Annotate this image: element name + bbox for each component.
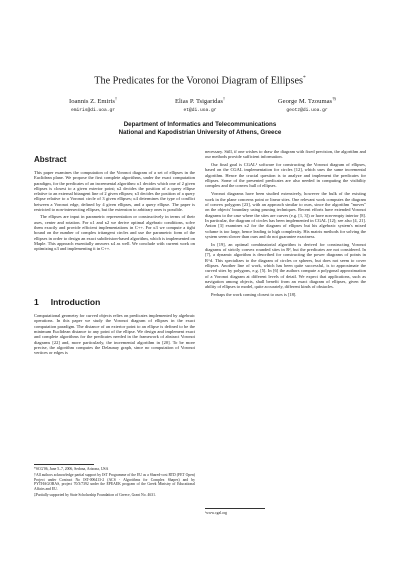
paper-title	[0, 72, 400, 87]
introduction-body	[34, 313, 195, 356]
section-title: Introduction	[50, 297, 101, 307]
affiliation	[0, 121, 400, 137]
body-paragraph: necessary. Still, if one wishes to draw the diagram with fixed precision, the algorithm and our methods provide sufficient information.	[205, 149, 366, 160]
author-name	[40, 95, 146, 106]
author-name	[147, 95, 253, 106]
author-list	[40, 95, 360, 114]
section-number: 1	[34, 297, 39, 307]
body-paragraph: Computational geometry for curved objects relies on predicates implemented by algebraic operations. In this paper we study the Voronoi diagram of ellipses in the exact computation paradigm. The distance of an exterior point to an ellipse is defined to be the minimum Euclidean distance to any point of the ellipse. We design and implement exact and complete algorithms for the predicates needed in the framework of abstract Voronoi diagrams [22] and, more particularly, the incremental algorithm in [20]. To be more precise, the algorithm computes the Delaunay graph, since no computation of Voronoi vertices or edges is	[34, 313, 195, 356]
section-heading-introduction	[34, 297, 100, 307]
body-paragraph: Our final goal is CGAL¹ software for constructing the Voronoi diagram of ellipses, based on the CGAL implementation for circles [12], which uses the same incremental algorithm. Hence the crucial question is to analyze and implement the predicates for ellipses. Some of the presented predicates are also needed in computing the visibility complex and the convex hull of ellipses.	[205, 162, 366, 189]
footnote-rule	[34, 464, 94, 465]
author-email: emiris@di.uoa.gr	[70, 108, 116, 114]
footnotes-left	[34, 467, 195, 499]
author-name-text: Ioannis Z. Emiris	[69, 98, 115, 106]
author-block	[254, 95, 360, 114]
abstract-body	[34, 170, 195, 253]
footnote: *SCG'06, June 5–7, 2006, Sedona, Arizona, USA	[34, 467, 109, 471]
author-mark: †§	[332, 96, 337, 101]
title-footnote-mark: *	[302, 75, 306, 81]
author-email: geotz@di.uoa.gr	[286, 108, 328, 114]
author-block	[147, 95, 253, 114]
footnote: †All authors acknowledge partial support by IST Programme of the EU as a Shared-cost RTD (FET Open) Project under Contract No IST-006413-2 (ACS - Algorithms for Complex Shapes) and by PYTHAGORAS, project 70/3/7392 under the EPEAEK program of the Greek Ministry of Educational Affairs and EU.	[34, 473, 195, 491]
author-mark: †	[114, 96, 117, 101]
affiliation-university: National and Kapodistrian University of Athens, Greece	[118, 129, 282, 136]
right-column	[205, 149, 366, 300]
author-name-text: George M. Tzoumas	[277, 98, 333, 106]
author-block	[40, 95, 146, 114]
author-email: et@di.uoa.gr	[183, 108, 217, 114]
paper-title-text: The Predicates for the Voronoi Diagram of Ellipses	[94, 75, 303, 87]
affiliation-department: Department of Informatics and Telecommunications	[123, 121, 277, 128]
abstract-paragraph: The ellipses are input in parametric representation or constructively in terms of their axes, center and rotation. For κ1 and κ2 we derive optimal algebraic conditions, solve them exactly and provide efficient implementations in C++. For κ3 we compute a tight bound on the number of complex tritangent circles and use the parametric form of the ellipses in order to design an exact subdivision-based algorithm, which is implemented on Maple. This approach essentially answers κ4 as well. We conclude with current work on optimizing κ3 and implementing it in C++.	[34, 214, 195, 252]
author-name	[254, 95, 360, 106]
footnote-rule	[205, 508, 265, 509]
footnote: ‡Partially supported by State Scholarship Foundation of Greece, Grant No. 4631.	[34, 492, 156, 497]
body-paragraph: In [19], an optimal combinatorial algorithm is derived for constructing Voronoi diagrams of strictly convex rounded sites in R², but the predicates are not considered. In [7], a dynamic algorithm is described for constructing the power diagrams of points in R^d. This specializes to the diagram of circles or spheres, but does not seem to cover ellipses. Another line of work, which has been quite successful, is to approximate the curved sites by polygons, e.g. [5]. In [6] the authors compute a polygonal approximation of a Voronoi diagram at different levels of detail. We expect that applications, such as navigation among objects, shall benefit from an exact diagram of ellipses, given the ability of ellipses to model, quite accurately, different kinds of obstacles.	[205, 241, 366, 290]
abstract-paragraph: This paper examines the computation of the Voronoi diagram of a set of ellipses in the Euclidean plane. We propose the first complete algorithms, under the exact computation paradigm, for the predicates of an incremental algorithm: κ1 decides which one of 2 given ellipses is closest to a given exterior point; κ2 decides the position of a query ellipse relative to an external bitangent line of 2 given ellipses; κ3 decides the position of a query ellipse relative to a Voronoi circle of 3 given ellipses; κ4 determines the type of conflict between a Voronoi edge, defined by 4 given ellipses, and a query ellipse. The paper is restricted to non-intersecting ellipses, but the extension to arbitrary ones is possible.	[34, 170, 195, 213]
footnote-cgal: ¹www.cgal.org	[205, 511, 228, 515]
body-paragraph: Voronoi diagrams have been studied extensively, however the bulk of the existing work in the plane concerns point or linear sites. One relevant work computes the diagram of convex polygons [23], with an approach similar to ours, since the algorithm "moves" on the objects' boundary using pruning techniques. Recent efforts have extended Voronoi diagrams to the case where the sites are curves (e.g. [1, 3]) or have non-empty interior [8]. In particular, the diagram of circles has been implemented in CGAL [12]; see also [4, 21]. Anton [3] examines κ2 for the diagram of ellipses but his algebraic system's mixed volume is too large, hence leading to high complexity. His matrix methods for solving the system seem slower than ours and do not guarantee exactness.	[205, 191, 366, 239]
author-mark: †	[222, 96, 225, 101]
body-paragraph: Perhaps the work coming closest to ours is [18].	[211, 292, 297, 298]
abstract-heading: Abstract	[34, 155, 67, 164]
author-name-text: Elias P. Tsigaridas	[175, 98, 223, 106]
